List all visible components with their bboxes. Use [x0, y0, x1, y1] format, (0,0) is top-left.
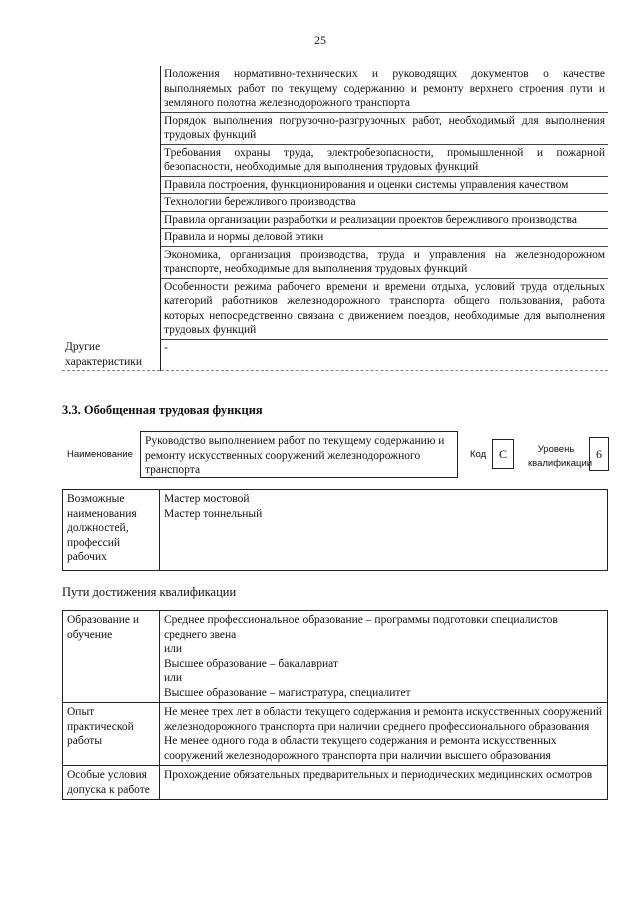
function-code-label: Код: [470, 449, 487, 460]
knowledge-item: Положения нормативно-технических и руководящих документов о качестве выполняемых работ по текущему содержанию и ремонту верхнего строения пути и земляного полотна железнодорожного транспорта: [164, 68, 605, 109]
education-label: Образование и обучение: [63, 611, 160, 703]
knowledge-item: Порядок выполнения погрузочно-разгрузочных работ, необходимый для выполнения трудовых функций: [161, 112, 609, 144]
position-item: Мастер тоннельный: [164, 507, 263, 520]
knowledge-item: Требования охраны труда, электробезопасности, промышленной и пожарной безопасности, необходимые для выполнения трудовых функций: [161, 144, 609, 176]
paths-title: Пути достижения квалификации: [62, 585, 237, 599]
knowledge-item: Технологии бережливого производства: [161, 194, 609, 212]
special-conditions-line: Прохождение обязательных предварительных и периодических медицинских осмотров: [164, 769, 593, 781]
education-line: Высшее образование – бакалавриат: [164, 657, 338, 670]
page-number: 25: [314, 33, 326, 47]
knowledge-table: [62, 66, 608, 371]
education-line: или: [164, 643, 183, 655]
section-title: 3.3. Обобщенная трудовая функция: [62, 403, 263, 417]
qualification-level-label: Уровень квалификации: [528, 444, 593, 469]
function-name-label: Наименование: [67, 449, 133, 460]
function-code-value: C: [492, 439, 514, 469]
other-characteristics-label: Другие характеристики: [62, 339, 161, 371]
experience-values: [160, 703, 608, 766]
education-line: Среднее профессиональное образование – программы подготовки специалистов среднего звена: [164, 614, 558, 641]
knowledge-item: Правила организации разработки и реализации проектов бережливого производства: [161, 211, 609, 229]
knowledge-item: Экономика, организация производства, труда и управления на железнодорожном транспорте, необходимые для выполнения трудовых функций: [161, 246, 609, 278]
knowledge-item: Правила построения, функционирования и оценки системы управления качеством: [161, 176, 609, 194]
knowledge-label-cell: [62, 66, 161, 339]
experience-line: Не менее одного года в области текущего содержания и ремонта искусственных сооружений железнодорожного транспорта при наличии высшего образования: [164, 735, 557, 762]
positions-label: Возможные наименования должностей, профессий рабочих: [63, 490, 160, 571]
positions-values: [160, 490, 608, 571]
other-characteristics-value: -: [161, 339, 609, 371]
special-conditions-label: Особые условия допуска к работе: [63, 766, 160, 800]
education-line: Высшее образование – магистратура, специалитет: [164, 686, 411, 699]
qualification-level-value: 6: [589, 437, 609, 471]
experience-line: Не менее трех лет в области текущего содержания и ремонта искусственных сооружений железнодорожного транспорта при наличии среднего профессионального образования: [164, 706, 602, 733]
experience-label: Опыт практической работы: [63, 703, 160, 766]
knowledge-item: Правила и нормы деловой этики: [161, 229, 609, 247]
function-name-value: Руководство выполнением работ по текущему содержанию и ремонту искусственных сооружений железнодорожного транспорта: [140, 431, 458, 478]
positions-table: [62, 489, 608, 571]
qualification-paths-table: [62, 610, 608, 800]
special-conditions-values: [160, 766, 608, 800]
knowledge-item: Особенности режима рабочего времени и времени отдыха, условий труда отдельных категорий работников железнодорожного транспорта общего пользования, работа которых непосредственно связана с движением поездов, необходимые для выполнения трудовых функций: [161, 278, 609, 339]
education-values: [160, 611, 608, 703]
education-line: или: [164, 672, 183, 684]
position-item: Мастер мостовой: [164, 493, 250, 505]
